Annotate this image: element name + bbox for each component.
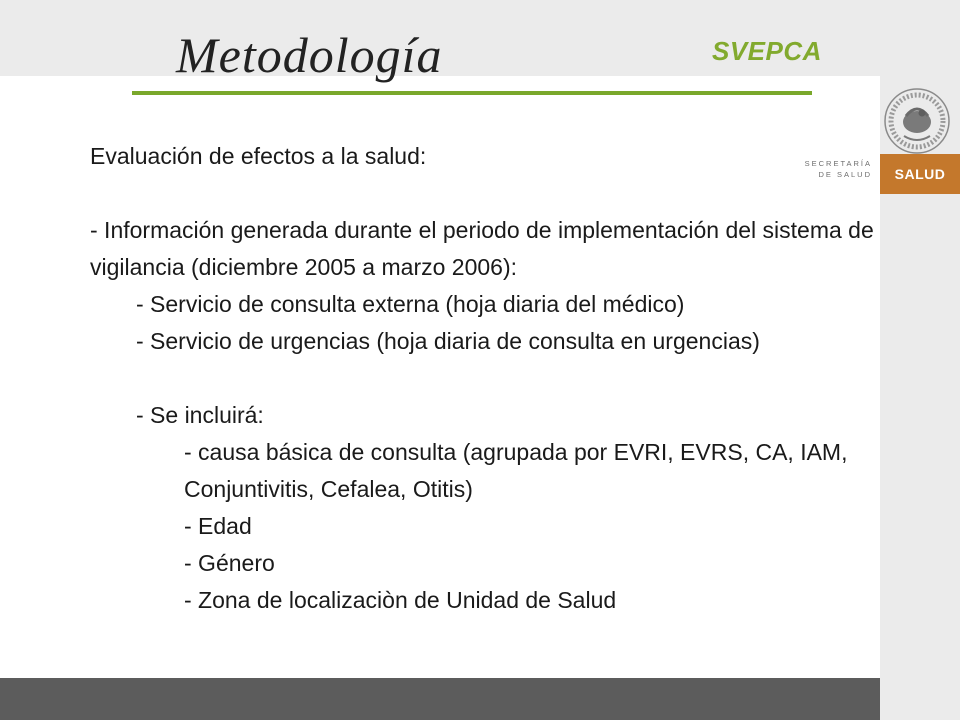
include-item-causa: - causa básica de consulta (agrupada por EVRI, EVRS, CA, IAM, Conjuntivitis, Cefalea, Otitis): [184, 439, 848, 502]
ministry-line-2: DE SALUD: [818, 170, 872, 179]
ministry-line-1: SECRETARÍA: [804, 159, 872, 168]
include-item-edad: - Edad: [184, 513, 252, 539]
salud-badge: SALUD: [880, 154, 960, 194]
include-item-genero: - Género: [184, 550, 275, 576]
include-item-zona: - Zona de localizaciòn de Unidad de Salud: [184, 587, 617, 613]
service-item-consulta: - Servicio de consulta externa (hoja diaria del médico): [136, 291, 685, 317]
intro-paragraph: - Información generada durante el periodo de implementación del sistema de vigilancia (diciembre 2005 a marzo 2006):: [90, 217, 874, 280]
service-item-urgencias: - Servicio de urgencias (hoja diaria de consulta en urgencias): [136, 328, 760, 354]
title-underline: [132, 91, 812, 95]
body-heading: Evaluación de efectos a la salud:: [90, 143, 427, 169]
mexican-coat-of-arms-icon: [882, 86, 952, 156]
spacer: [90, 360, 880, 397]
brand-label: SVEPCA: [712, 36, 822, 66]
spacer: [90, 175, 880, 212]
footer-band: [0, 678, 880, 720]
slide-body: [90, 138, 880, 619]
include-heading: - Se incluirá:: [136, 402, 264, 428]
slide-title: Metodología: [176, 27, 443, 83]
